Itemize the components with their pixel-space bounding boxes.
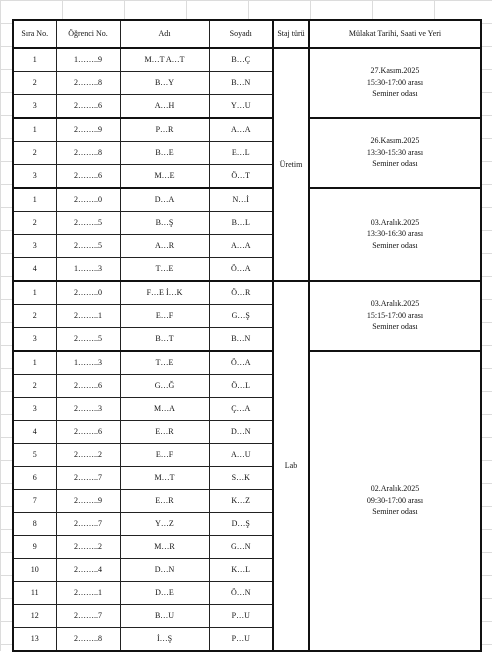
- cell-soyadi: K…L: [209, 559, 273, 582]
- cell-ogrenci-no: 2……..7: [56, 513, 120, 536]
- interview-time: 15:30-17:00 arası: [366, 77, 424, 87]
- interview-place: Seminer odası: [372, 240, 418, 250]
- cell-sira-no: 4: [13, 258, 56, 282]
- cell-sira-no: 2: [13, 212, 56, 235]
- cell-sira-no: 3: [13, 235, 56, 258]
- cell-soyadi: Ö…R: [209, 281, 273, 305]
- cell-adi: T…E: [120, 258, 209, 282]
- cell-soyadi: B…L: [209, 212, 273, 235]
- cell-ogrenci-no: 2……..5: [56, 235, 120, 258]
- cell-soyadi: Ç…A: [209, 398, 273, 421]
- cell-adi: P…R: [120, 118, 209, 142]
- cell-sira-no: 7: [13, 490, 56, 513]
- cell-ogrenci-no: 2……..8: [56, 142, 120, 165]
- cell-soyadi: B…N: [209, 328, 273, 352]
- cell-ogrenci-no: 2……..1: [56, 305, 120, 328]
- cell-soyadi: D…Ş: [209, 513, 273, 536]
- cell-adi: M…R: [120, 536, 209, 559]
- cell-ogrenci-no: 2……..6: [56, 165, 120, 189]
- cell-ogrenci-no: 2……..7: [56, 605, 120, 628]
- cell-sira-no: 2: [13, 305, 56, 328]
- cell-sira-no: 5: [13, 444, 56, 467]
- cell-soyadi: Ö…N: [209, 582, 273, 605]
- cell-soyadi: Ö…A: [209, 351, 273, 375]
- interview-time: 15:15-17:00 arası: [366, 310, 424, 320]
- cell-soyadi: B…N: [209, 72, 273, 95]
- internship-interview-table: [12, 19, 482, 652]
- cell-adi: B…E: [120, 142, 209, 165]
- cell-ogrenci-no: 2……..8: [56, 628, 120, 652]
- interview-date: 02.Aralık.2025: [370, 484, 420, 494]
- cell-soyadi: G…Ş: [209, 305, 273, 328]
- cell-adi: Y…Z: [120, 513, 209, 536]
- cell-soyadi: G…N: [209, 536, 273, 559]
- cell-ogrenci-no: 1……..3: [56, 351, 120, 375]
- cell-soyadi: Ö…T: [209, 165, 273, 189]
- cell-ogrenci-no: 2……..1: [56, 582, 120, 605]
- interview-place: Seminer odası: [372, 322, 418, 332]
- cell-adi: B…Y: [120, 72, 209, 95]
- cell-adi: E…R: [120, 490, 209, 513]
- cell-adi: E…F: [120, 444, 209, 467]
- cell-soyadi: E…L: [209, 142, 273, 165]
- cell-soyadi: B…Ç: [209, 48, 273, 72]
- cell-sira-no: 1: [13, 48, 56, 72]
- interview-info: [310, 299, 480, 332]
- cell-mulakat: [309, 188, 481, 281]
- interview-time: 13:30-15:30 arası: [366, 147, 424, 157]
- cell-adi: İ…Ş: [120, 628, 209, 652]
- cell-soyadi: S…K: [209, 467, 273, 490]
- cell-soyadi: N…İ: [209, 188, 273, 212]
- interview-info: [310, 218, 480, 251]
- cell-ogrenci-no: 2……..6: [56, 375, 120, 398]
- cell-soyadi: K…Z: [209, 490, 273, 513]
- cell-adi: M…T A…T: [120, 48, 209, 72]
- cell-sira-no: 6: [13, 467, 56, 490]
- cell-sira-no: 12: [13, 605, 56, 628]
- cell-adi: T…E: [120, 351, 209, 375]
- interview-place: Seminer odası: [372, 507, 418, 517]
- interview-time: 09:30-17:00 arası: [366, 495, 424, 505]
- cell-adi: D…A: [120, 188, 209, 212]
- cell-soyadi: D…N: [209, 421, 273, 444]
- cell-sira-no: 1: [13, 351, 56, 375]
- cell-soyadi: P…U: [209, 605, 273, 628]
- cell-sira-no: 3: [13, 328, 56, 352]
- cell-adi: E…R: [120, 421, 209, 444]
- interview-date: 03.Aralık.2025: [370, 217, 420, 227]
- cell-sira-no: 1: [13, 281, 56, 305]
- cell-adi: E…F: [120, 305, 209, 328]
- cell-sira-no: 10: [13, 559, 56, 582]
- cell-soyadi: A…U: [209, 444, 273, 467]
- cell-mulakat: [309, 351, 481, 651]
- cell-sira-no: 1: [13, 118, 56, 142]
- header-ogrenci-no: Öğrenci No.: [56, 20, 120, 48]
- cell-ogrenci-no: 2……..2: [56, 536, 120, 559]
- cell-ogrenci-no: 2……..8: [56, 72, 120, 95]
- cell-sira-no: 1: [13, 188, 56, 212]
- cell-ogrenci-no: 2……..9: [56, 118, 120, 142]
- table-row: [13, 188, 481, 212]
- interview-time: 13:30-16:30 arası: [366, 229, 424, 239]
- interview-info: [310, 66, 480, 99]
- cell-adi: A…H: [120, 95, 209, 119]
- cell-sira-no: 2: [13, 142, 56, 165]
- cell-sira-no: 2: [13, 72, 56, 95]
- cell-ogrenci-no: 2……..5: [56, 212, 120, 235]
- table-row: [13, 48, 481, 72]
- cell-sira-no: 11: [13, 582, 56, 605]
- cell-ogrenci-no: 2……..3: [56, 398, 120, 421]
- header-staj-turu: Staj türü: [273, 20, 309, 48]
- cell-ogrenci-no: 2……..6: [56, 95, 120, 119]
- cell-adi: A…R: [120, 235, 209, 258]
- cell-staj-turu: Üretim: [273, 48, 309, 281]
- interview-date: 03.Aralık.2025: [370, 299, 420, 309]
- cell-soyadi: Ö…A: [209, 258, 273, 282]
- cell-soyadi: A…A: [209, 118, 273, 142]
- cell-staj-turu: Lab: [273, 281, 309, 651]
- cell-sira-no: 8: [13, 513, 56, 536]
- cell-adi: G…Ğ: [120, 375, 209, 398]
- cell-sira-no: 9: [13, 536, 56, 559]
- cell-soyadi: Ö…L: [209, 375, 273, 398]
- cell-mulakat: [309, 281, 481, 351]
- cell-mulakat: [309, 118, 481, 188]
- cell-ogrenci-no: 2……..9: [56, 490, 120, 513]
- cell-ogrenci-no: 1……..3: [56, 258, 120, 282]
- cell-sira-no: 3: [13, 95, 56, 119]
- header-soyadi: Soyadı: [209, 20, 273, 48]
- cell-soyadi: Y…U: [209, 95, 273, 119]
- cell-ogrenci-no: 2……..5: [56, 328, 120, 352]
- header-sira-no: Sıra No.: [13, 20, 56, 48]
- cell-ogrenci-no: 2……..0: [56, 188, 120, 212]
- cell-sira-no: 2: [13, 375, 56, 398]
- cell-adi: D…E: [120, 582, 209, 605]
- cell-ogrenci-no: 1……..9: [56, 48, 120, 72]
- cell-adi: M…T: [120, 467, 209, 490]
- header-row: [13, 20, 481, 48]
- cell-sira-no: 3: [13, 165, 56, 189]
- header-mulakat: Mülakat Tarihi, Saati ve Yeri: [309, 20, 481, 48]
- cell-adi: B…U: [120, 605, 209, 628]
- cell-sira-no: 3: [13, 398, 56, 421]
- interview-info: [310, 136, 480, 169]
- cell-adi: M…E: [120, 165, 209, 189]
- cell-ogrenci-no: 2……..7: [56, 467, 120, 490]
- interview-date: 26.Kasım.2025: [370, 136, 420, 146]
- table-row: [13, 281, 481, 305]
- cell-adi: B…T: [120, 328, 209, 352]
- cell-adi: F…E İ…K: [120, 281, 209, 305]
- cell-soyadi: P…U: [209, 628, 273, 652]
- interview-date: 27.Kasım.2025: [370, 66, 420, 76]
- cell-ogrenci-no: 2……..0: [56, 281, 120, 305]
- cell-ogrenci-no: 2……..6: [56, 421, 120, 444]
- table-body: [13, 48, 481, 651]
- interview-info: [310, 484, 480, 517]
- cell-adi: D…N: [120, 559, 209, 582]
- cell-mulakat: [309, 48, 481, 118]
- header-adi: Adı: [120, 20, 209, 48]
- interview-place: Seminer odası: [372, 159, 418, 169]
- cell-soyadi: A…A: [209, 235, 273, 258]
- cell-adi: M…A: [120, 398, 209, 421]
- table-row: [13, 118, 481, 142]
- cell-ogrenci-no: 2……..4: [56, 559, 120, 582]
- cell-sira-no: 13: [13, 628, 56, 652]
- cell-ogrenci-no: 2……..2: [56, 444, 120, 467]
- table-row: [13, 351, 481, 375]
- interview-place: Seminer odası: [372, 89, 418, 99]
- cell-adi: B…Ş: [120, 212, 209, 235]
- cell-sira-no: 4: [13, 421, 56, 444]
